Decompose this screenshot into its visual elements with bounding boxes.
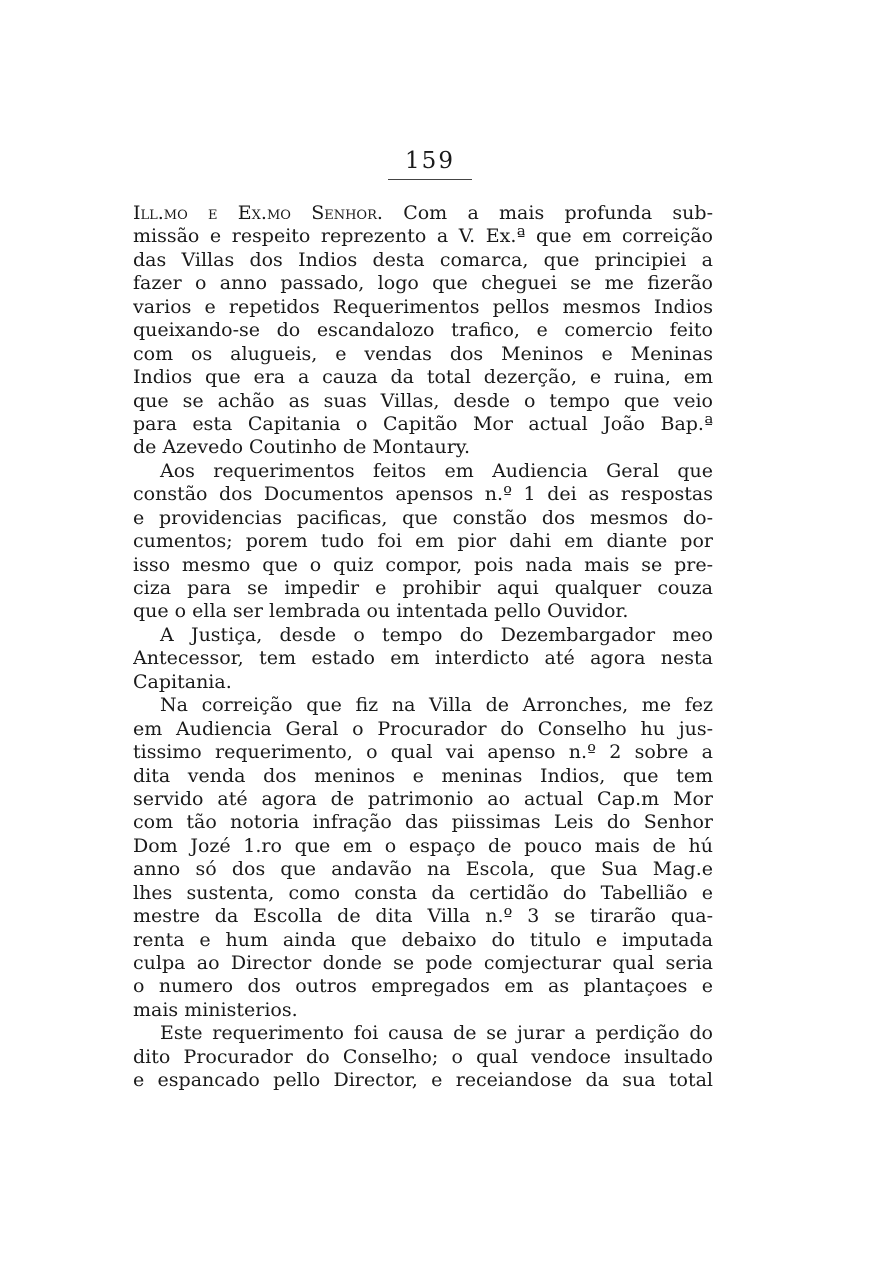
text-line: [133, 390, 713, 413]
line-text: e espancado pello Director, e receiandose da sua total: [133, 1069, 713, 1092]
line-text: mais ministerios.: [133, 998, 298, 1021]
line-text: A Justiça, desde o tempo do Dezembargador meo: [160, 623, 713, 646]
text-line: [133, 905, 713, 928]
page-number-underline: [388, 179, 472, 180]
line-text: o numero dos outros empregados em as plantaçoes e: [133, 975, 713, 998]
line-text: de Azevedo Coutinho de Montaury.: [133, 436, 471, 459]
line-text: com tão notoria infração das piissimas Leis do Senhor: [133, 811, 713, 834]
text-line: [133, 436, 713, 459]
text-line: [133, 296, 713, 319]
text-line: [133, 577, 713, 600]
page-number: 159: [405, 148, 455, 174]
line-text: constão dos Documentos apensos n.º 1 dei as respostas: [133, 483, 713, 506]
text-line: [133, 343, 713, 366]
text-line: [133, 718, 713, 741]
line-text: das Villas dos Indios desta comarca, que principiei a: [133, 248, 713, 271]
line-text: dito Procurador do Conselho; o qual vendoce insultado: [133, 1045, 713, 1068]
text-line: [133, 811, 713, 834]
text-line: [133, 366, 713, 389]
text-line: [133, 530, 713, 553]
text-line: [133, 483, 713, 506]
text-line: [133, 1046, 713, 1069]
text-line: [133, 788, 713, 811]
line-text: que o ella ser lembrada ou intentada pello Ouvidor.: [133, 600, 629, 623]
line-text: tissimo requerimento, o qual vai apenso n.º 2 sobre a: [133, 741, 713, 764]
text-line: [133, 319, 713, 342]
line-text: Antecessor, tem estado em interdicto até agora nesta: [133, 647, 713, 670]
line-text: renta e hum ainda que debaixo do titulo e imputada: [133, 928, 713, 951]
text-line: [133, 272, 713, 295]
line-text: isso mesmo que o quiz compor, pois nada mais se pre-: [133, 553, 713, 576]
line-text: Aos requerimentos feitos em Audiencia Geral que: [160, 459, 713, 482]
text-line: [133, 671, 713, 694]
line-text: ciza para se impedir e prohibir aqui qualquer couza: [133, 577, 713, 599]
text-line: [133, 647, 713, 670]
text-line: [133, 202, 713, 225]
text-line: [133, 460, 713, 483]
text-line: [133, 1022, 713, 1045]
line-text: Indios que era a cauza da total dezerção, e ruina, em: [133, 366, 713, 389]
text-line: [133, 975, 713, 998]
text-line: [133, 507, 713, 530]
line-text: cumentos; porem tudo foi em pior dahi em diante por: [133, 530, 713, 553]
text-line: [133, 999, 713, 1022]
text-line: [133, 624, 713, 647]
text-line: [133, 858, 713, 881]
line-text: com os alugueis, e vendas dos Meninos e Meninas: [133, 342, 713, 365]
line-text: servido até agora de patrimonio ao actual Cap.m Mor: [133, 787, 713, 810]
line-text: em Audiencia Geral o Procurador do Conselho hu jus-: [133, 717, 713, 740]
text-line: [133, 249, 713, 272]
line-text: culpa ao Director donde se pode comjecturar qual seria: [133, 952, 713, 974]
text-line: [133, 694, 713, 717]
line-text: Dom Jozé 1.ro que em o espaço de pouco mais de hú: [133, 834, 713, 857]
line-text: Este requerimento foi causa de se jurar a perdição do: [160, 1022, 713, 1045]
text-line: [133, 765, 713, 788]
text-line: [133, 882, 713, 905]
text-line: [133, 741, 713, 764]
text-line: [133, 835, 713, 858]
line-text: varios e repetidos Requerimentos pellos mesmos Indios: [133, 295, 713, 318]
text-line: [133, 1069, 713, 1092]
line-text: e providencias pacificas, que constão dos mesmos do-: [133, 506, 713, 529]
line-text: que se achão as suas Villas, desde o tempo que veio: [133, 389, 713, 412]
text-line: [133, 929, 713, 952]
salutation: Ill.mo e Ex.mo Senhor.: [133, 202, 383, 224]
line-text: para esta Capitania o Capitão Mor actual João Bap.ª: [133, 412, 713, 435]
line-text: queixando-se do escandalozo trafico, e comercio feito: [133, 319, 713, 342]
line-text: lhes sustenta, como consta da certidão do Tabellião e: [133, 881, 713, 904]
line-text: anno só dos que andavão na Escola, que Sua Mag.e: [133, 858, 713, 881]
letter-body: [133, 202, 713, 1093]
line-text: dita venda dos meninos e meninas Indios, que tem: [133, 764, 713, 787]
line-text: missão e respeito reprezento a V. Ex.ª que em correição: [133, 225, 713, 248]
line-text: Na correição que fiz na Villa de Arronches, me fez: [160, 694, 713, 717]
line-text: mestre da Escolla de dita Villa n.º 3 se tirarão qua-: [133, 905, 713, 928]
text-line: [133, 952, 713, 975]
line-text: Com a mais profunda sub-: [403, 202, 713, 224]
text-line: [133, 413, 713, 436]
text-line: [133, 225, 713, 248]
line-text: fazer o anno passado, logo que cheguei se me fizerão: [133, 272, 713, 295]
text-line: [133, 600, 713, 623]
text-line: [133, 554, 713, 577]
line-text: Capitania.: [133, 670, 232, 693]
